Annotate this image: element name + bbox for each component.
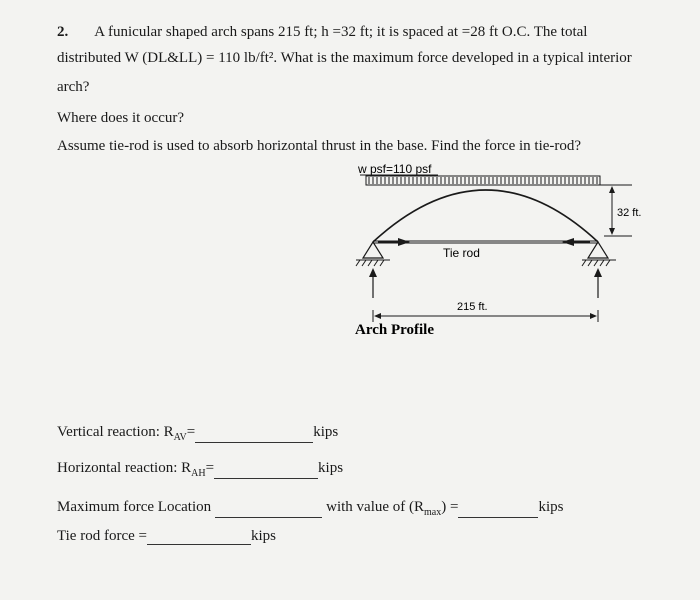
span-label: 215 ft.	[457, 301, 488, 313]
horizontal-reaction-row	[57, 460, 343, 479]
max-force-row	[57, 499, 563, 518]
max-force-value-blank[interactable]	[458, 503, 538, 518]
figure-caption: Arch Profile	[355, 322, 435, 338]
problem-number: 2.	[57, 24, 69, 40]
question-where: Where does it occur?	[57, 110, 185, 126]
height-label: 32 ft.	[617, 207, 642, 219]
height-arrow-bottom	[609, 228, 615, 235]
span-arrow-left	[374, 313, 381, 319]
height-arrow-top	[609, 186, 615, 193]
right-pin-support	[588, 242, 608, 258]
problem-statement-line-2: distributed W (DL&LL) = 110 lb/ft². What is the maximum force developed in a typical interior	[57, 50, 632, 66]
max-force-label: Maximum force Location	[57, 499, 212, 515]
with-value-label: with value of (R	[326, 499, 425, 515]
vertical-reaction-blank[interactable]	[195, 428, 313, 443]
horizontal-reaction-eq: =	[205, 460, 215, 476]
question-tie-rod: Assume tie-rod is used to absorb horizontal thrust in the base. Find the force in tie-rod?	[57, 138, 582, 154]
with-value-sub: max	[424, 507, 442, 518]
tie-rod-force-unit: kips	[250, 528, 276, 544]
tie-rod-force-label: Tie rod force =	[57, 528, 147, 544]
arch-curve	[373, 190, 598, 242]
load-label: w psf=110 psf	[358, 162, 432, 176]
vertical-reaction-eq: =	[186, 424, 196, 440]
horizontal-reaction-label: Horizontal reaction: R	[57, 460, 192, 476]
vertical-reaction-label: Vertical reaction: R	[57, 424, 174, 440]
span-arrow-right	[590, 313, 597, 319]
vertical-reaction-sub: AV	[173, 432, 187, 443]
left-pin-support	[363, 242, 383, 258]
with-value-tail: ) =	[441, 499, 459, 515]
right-reaction-arrow	[594, 268, 602, 277]
tie-rod-force-blank[interactable]	[147, 530, 251, 545]
horizontal-reaction-unit: kips	[318, 460, 344, 476]
tie-rod-label: Tie rod	[443, 246, 480, 260]
horizontal-reaction-blank[interactable]	[214, 464, 318, 479]
problem-statement-line-1: 2. A funicular shaped arch spans 215 ft; h =32 ft; it is spaced at =28 ft O.C. The total	[57, 24, 588, 40]
horizontal-reaction-sub: AH	[191, 468, 206, 479]
vertical-reaction-row	[57, 424, 338, 443]
tie-rod-force-row	[57, 528, 276, 545]
max-force-unit: kips	[538, 499, 564, 515]
max-force-location-blank[interactable]	[215, 503, 322, 518]
vertical-reaction-unit: kips	[313, 424, 339, 440]
right-ground-hatch	[582, 260, 610, 266]
load-hatch	[369, 177, 597, 184]
left-reaction-arrow	[369, 268, 377, 277]
problem-statement-line-3: arch?	[57, 79, 90, 95]
left-ground-hatch	[356, 260, 384, 266]
